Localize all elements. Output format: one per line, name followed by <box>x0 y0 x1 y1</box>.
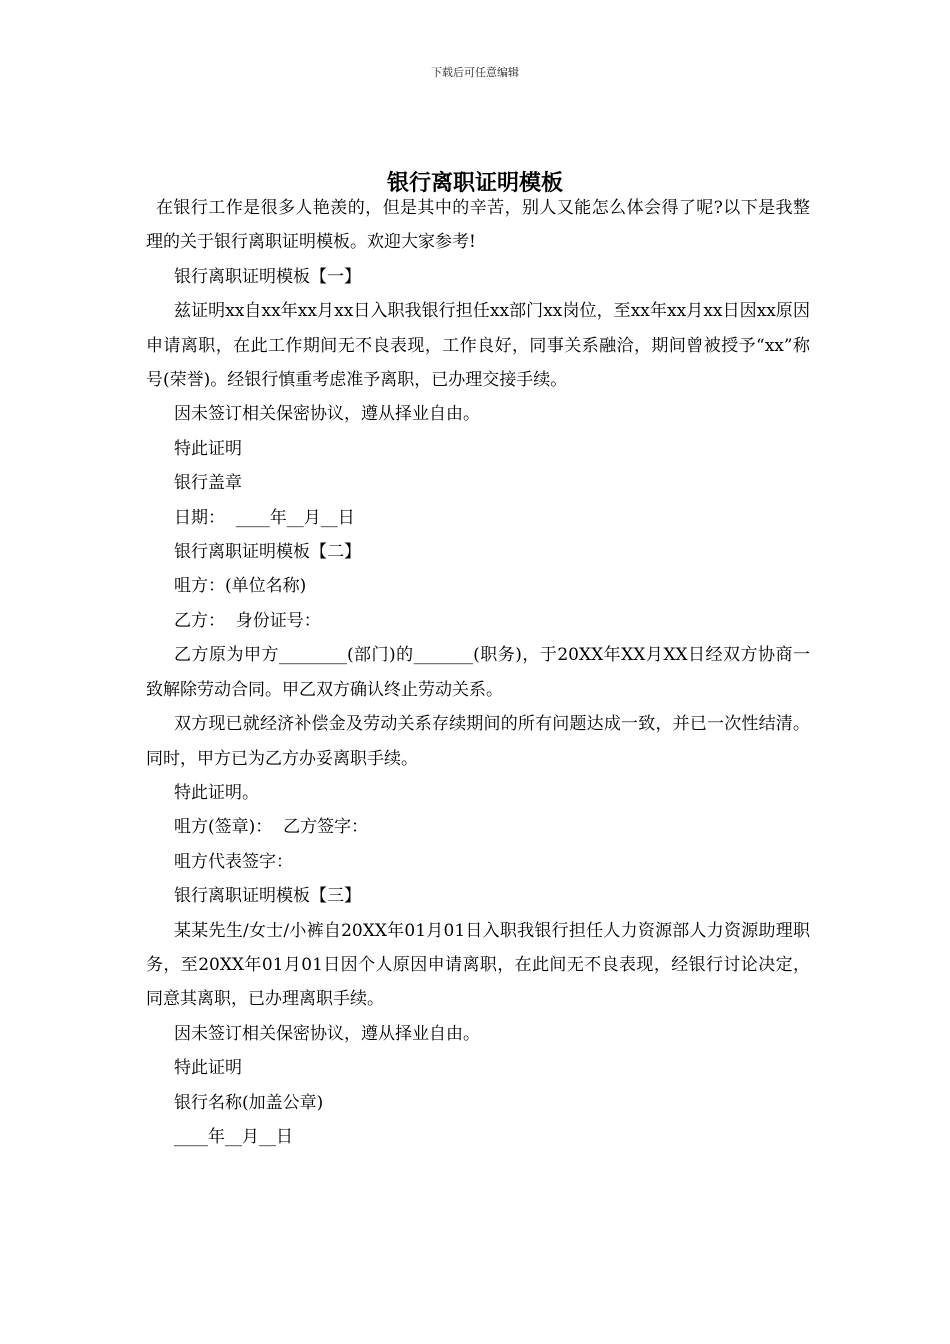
template-1-confidentiality-line: 因未签订相关保密协议，遵从择业自由。 <box>174 404 480 425</box>
section-heading-template-3: 银行离职证明模板【三】 <box>174 886 361 907</box>
intro-paragraph: 在银行工作是很多人艳羡的，但是其中的辛苦，别人又能怎么体会得了呢?以下是我整理的关于银行离职证明模板。欢迎大家参考! <box>146 198 810 253</box>
template-1-certification-paragraph: 兹证明xx自xx年xx月xx日入职我银行担任xx部门xx岗位，至xx年xx月xx日因xx原因申请离职，在此工作期间无不良表现，工作良好，同事关系融洽，期间曾被授予“xx”称号(荣誉)。经银行慎重考虑准予离职，已办理交接手续。 <box>146 301 810 391</box>
template-1-hereby-certify-line: 特此证明 <box>174 438 242 459</box>
page-header-note: 下载后可任意编辑 <box>431 66 519 79</box>
document-title: 银行离职证明模板 <box>386 169 563 196</box>
template-2-settlement-paragraph: 双方现已就经济补偿金及劳动关系存续期间的所有问题达成一致，并已一次性结清。同时，甲方已为乙方办妥离职手续。 <box>146 714 810 769</box>
template-2-signature-line: 咀方(签章)： 乙方签字： <box>174 817 369 838</box>
template-2-representative-signature-line: 咀方代表签字： <box>174 851 293 872</box>
template-2-hereby-certify-line: 特此证明。 <box>174 782 259 803</box>
template-3-certification-paragraph: 某某先生/女士/小裤自20XX年01月01日入职我银行担任人力资源部人力资源助理职务，至20XX年01月01日因个人原因申请离职，在此间无不良表现，经银行讨论决定，同意其离职，已办理离职手续。 <box>146 920 810 1010</box>
template-1-date-line: 日期： ____年__月__日 <box>174 507 355 528</box>
template-1-seal-line: 银行盖章 <box>174 473 242 494</box>
template-2-party-b-line: 乙方： 身份证号： <box>174 610 321 631</box>
template-3-hereby-certify-line: 特此证明 <box>174 1058 242 1079</box>
section-heading-template-2: 银行离职证明模板【二】 <box>174 542 361 563</box>
template-3-confidentiality-line: 因未签订相关保密协议，遵从择业自由。 <box>174 1023 480 1044</box>
document-body <box>146 191 810 1154</box>
template-2-employment-paragraph: 乙方原为甲方________(部门)的_______(职务)，于20XX年XX月XX日经双方协商一致解除劳动合同。甲乙双方确认终止劳动关系。 <box>146 645 810 700</box>
template-3-bank-name-seal-line: 银行名称(加盖公章) <box>174 1092 324 1113</box>
section-heading-template-1: 银行离职证明模板【一】 <box>174 266 361 287</box>
template-3-date-line: ____年__月__日 <box>174 1126 293 1147</box>
template-2-party-a-line: 咀方：(单位名称) <box>174 576 307 597</box>
